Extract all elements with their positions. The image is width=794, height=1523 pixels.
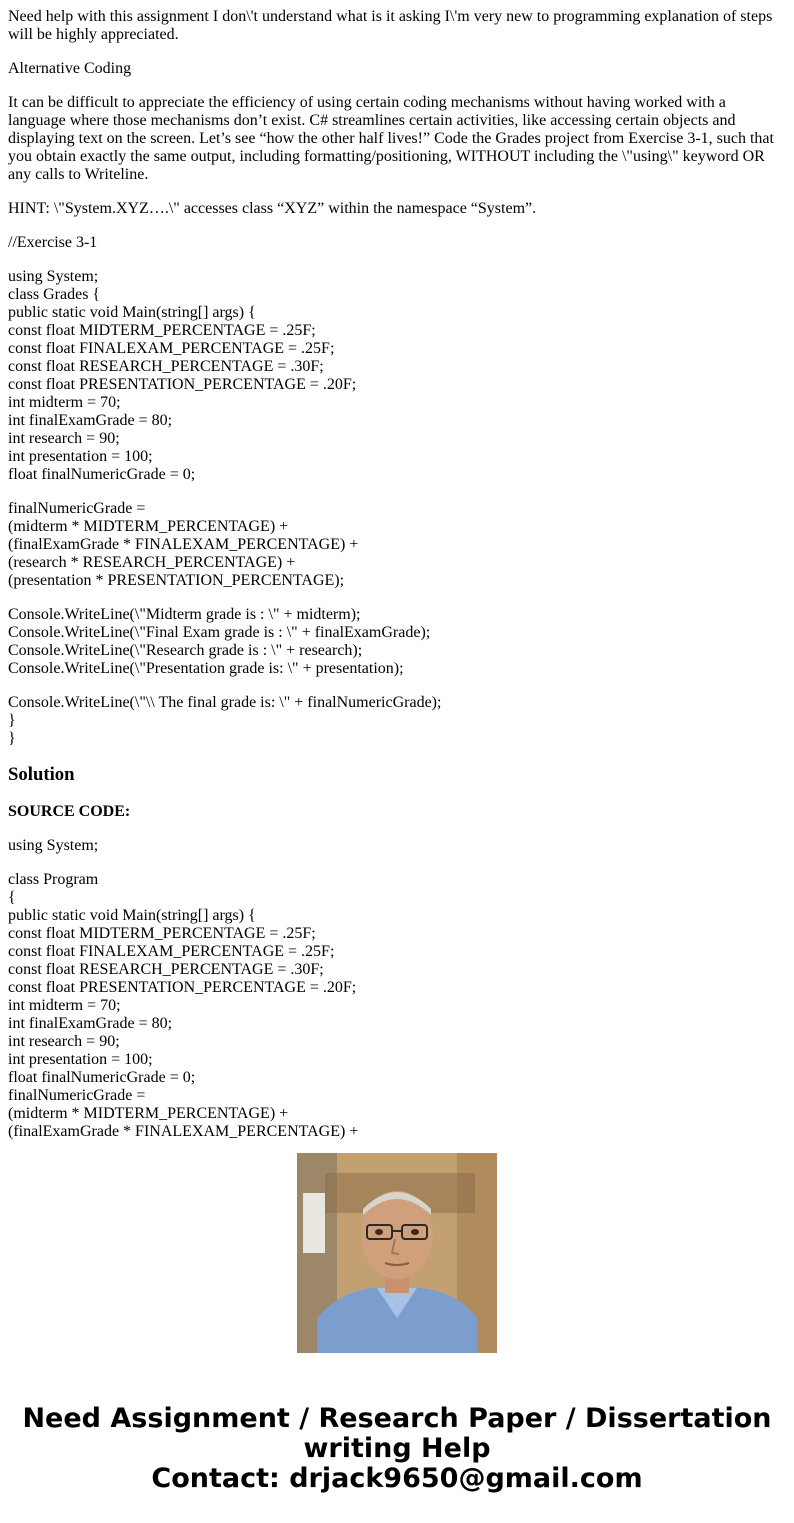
code-line: const float PRESENTATION_PERCENTAGE = .20F;: [8, 376, 357, 393]
code-line: (finalExamGrade * FINALEXAM_PERCENTAGE) +: [8, 536, 359, 553]
code-line: {: [8, 889, 16, 906]
code-line: int research = 90;: [8, 1033, 120, 1050]
code-line: const float FINALEXAM_PERCENTAGE = .25F;: [8, 943, 335, 960]
page-content: [8, 8, 786, 1140]
code-line: }: [8, 730, 16, 747]
question-intro: Need help with this assignment I don\'t understand what is it asking I\'m very new to programming explanation of steps will be highly appreciated.: [8, 8, 773, 43]
code-line: Console.WriteLine(\"Research grade is : \" + research);: [8, 642, 363, 659]
code-line: (finalExamGrade * FINALEXAM_PERCENTAGE) +: [8, 1123, 359, 1140]
code-line: (presentation * PRESENTATION_PERCENTAGE);: [8, 572, 345, 589]
author-photo-icon: [297, 1153, 497, 1353]
code-line: float finalNumericGrade = 0;: [8, 1069, 196, 1086]
code-line: const float PRESENTATION_PERCENTAGE = .20F;: [8, 979, 357, 996]
code-line: finalNumericGrade =: [8, 1087, 146, 1104]
solution-using-line: using System;: [8, 837, 99, 854]
question-hint: HINT: \"System.XYZ….\" accesses class “XYZ” within the namespace “System”.: [8, 200, 537, 217]
code-line: float finalNumericGrade = 0;: [8, 466, 196, 483]
footer-line-1: Need Assignment / Research Paper / Dissertation: [22, 1403, 772, 1434]
code-block-declarations: [8, 268, 786, 484]
question-heading: Alternative Coding: [8, 60, 132, 77]
code-line: int midterm = 70;: [8, 997, 121, 1014]
code-line: const float FINALEXAM_PERCENTAGE = .25F;: [8, 340, 335, 357]
code-block-final: [8, 694, 786, 748]
code-line: Console.WriteLine(\"Presentation grade is: \" + presentation);: [8, 660, 404, 677]
code-line: finalNumericGrade =: [8, 500, 146, 517]
solution-code-lines: [8, 871, 786, 1141]
code-line: int research = 90;: [8, 430, 120, 447]
code-line: int finalExamGrade = 80;: [8, 412, 173, 429]
code-line: (research * RESEARCH_PERCENTAGE) +: [8, 554, 296, 571]
footer-contact-email: Contact: drjack9650@gmail.com: [151, 1463, 643, 1494]
code-line: const float MIDTERM_PERCENTAGE = .25F;: [8, 322, 316, 339]
code-block-output: [8, 606, 786, 678]
code-line: const float RESEARCH_PERCENTAGE = .30F;: [8, 358, 324, 375]
code-line: using System;: [8, 268, 99, 285]
code-line: public static void Main(string[] args) {: [8, 907, 256, 924]
code-line: class Program: [8, 871, 99, 888]
code-line: int midterm = 70;: [8, 394, 121, 411]
code-line: Console.WriteLine(\"\\ The final grade is: \" + finalNumericGrade);: [8, 694, 442, 711]
source-code-label: SOURCE CODE:: [8, 803, 131, 820]
footer-contact: [0, 1404, 794, 1494]
code-line: int presentation = 100;: [8, 1051, 153, 1068]
code-block-computation: [8, 500, 786, 590]
code-line: Console.WriteLine(\"Midterm grade is : \" + midterm);: [8, 606, 361, 623]
code-line: const float MIDTERM_PERCENTAGE = .25F;: [8, 925, 316, 942]
solution-heading: Solution: [8, 764, 75, 785]
code-line: Console.WriteLine(\"Final Exam grade is : \" + finalExamGrade);: [8, 624, 431, 641]
code-line: class Grades {: [8, 286, 101, 303]
footer-line-2: writing Help: [303, 1433, 491, 1464]
code-line: int finalExamGrade = 80;: [8, 1015, 173, 1032]
code-line: int presentation = 100;: [8, 448, 153, 465]
code-line: }: [8, 712, 16, 729]
code-line: (midterm * MIDTERM_PERCENTAGE) +: [8, 1105, 289, 1122]
author-avatar: [297, 1153, 497, 1353]
question-description: It can be difficult to appreciate the efficiency of using certain coding mechanisms without having worked with a language where those mechanisms don’t exist. C# streamlines certain activities, like accessing certain objects and displaying text on the screen. Let’s see “how the other half lives!” Code the Grades project from Exercise 3-1, such that you obtain exactly the same output, including formatting/positioning, WITHOUT including the \"using\" keyword OR any calls to Writeline.: [8, 94, 774, 183]
code-line: (midterm * MIDTERM_PERCENTAGE) +: [8, 518, 289, 535]
solution-code: [8, 837, 786, 1140]
code-line: const float RESEARCH_PERCENTAGE = .30F;: [8, 961, 324, 978]
exercise-label: //Exercise 3-1: [8, 234, 98, 251]
code-line: public static void Main(string[] args) {: [8, 304, 256, 321]
